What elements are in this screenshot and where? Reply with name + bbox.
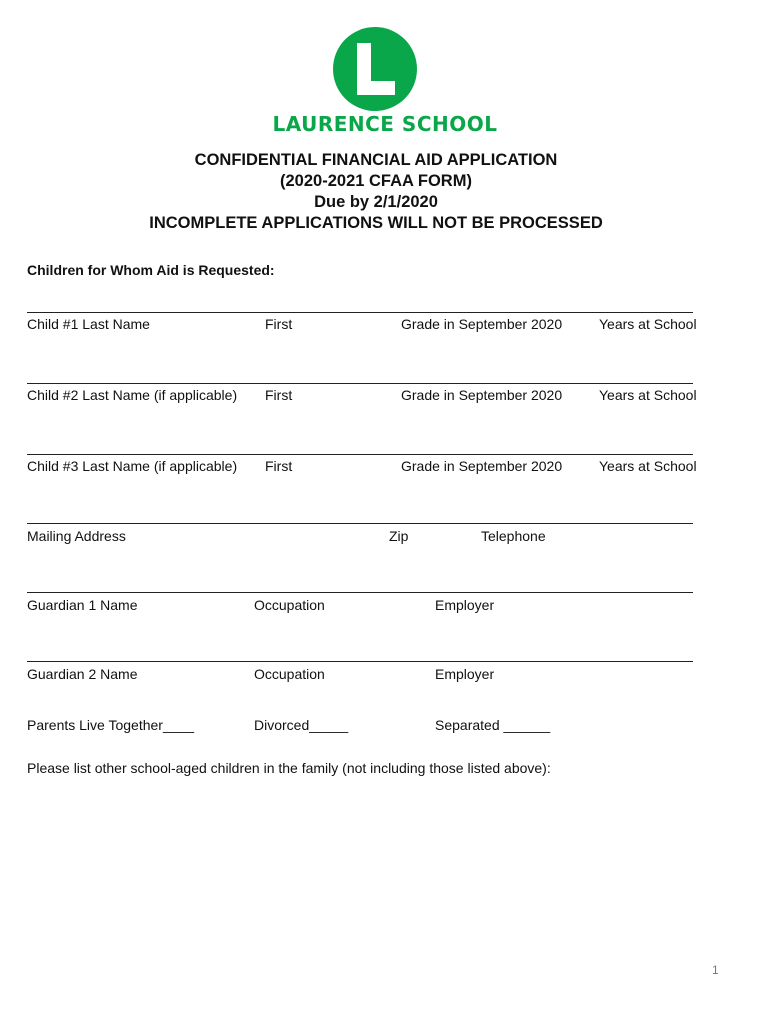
guardian2-name-label: Guardian 2 Name (27, 666, 138, 682)
school-name: LAURENCE SCHOOL (272, 112, 498, 136)
section-title: Children for Whom Aid is Requested: (27, 262, 275, 278)
page-number: 1 (712, 963, 719, 977)
separated-field[interactable]: Separated ______ (435, 717, 551, 733)
child1-first-label: First (265, 316, 293, 332)
child1-grade-label: Grade in September 2020 (401, 316, 563, 332)
child1-years-label: Years at School (599, 316, 697, 332)
divorced-field[interactable]: Divorced_____ (254, 717, 349, 733)
due-date: Due by 2/1/2020 (314, 193, 438, 211)
zip-label: Zip (389, 528, 409, 544)
parents-together-field[interactable]: Parents Live Together____ (27, 717, 195, 733)
incomplete-warning: INCOMPLETE APPLICATIONS WILL NOT BE PROCESSED (149, 214, 603, 232)
school-logo-icon (333, 27, 417, 111)
form-subtitle: (2020-2021 CFAA FORM) (280, 172, 472, 190)
child3-years-label: Years at School (599, 458, 697, 474)
child3-last-name-label: Child #3 Last Name (if applicable) (27, 458, 238, 474)
child2-entry-line[interactable] (27, 383, 693, 384)
guardian2-occupation-label: Occupation (254, 666, 325, 682)
child2-years-label: Years at School (599, 387, 697, 403)
other-children-prompt: Please list other school-aged children in the family (not including those listed above): (27, 760, 551, 776)
guardian1-entry-line[interactable] (27, 592, 693, 593)
child3-grade-label: Grade in September 2020 (401, 458, 563, 474)
child1-last-name-label: Child #1 Last Name (27, 316, 150, 332)
address-entry-line[interactable] (27, 523, 693, 524)
child3-first-label: First (265, 458, 293, 474)
child2-last-name-label: Child #2 Last Name (if applicable) (27, 387, 238, 403)
telephone-label: Telephone (481, 528, 546, 544)
guardian2-employer-label: Employer (435, 666, 495, 682)
guardian2-entry-line[interactable] (27, 661, 693, 662)
guardian1-employer-label: Employer (435, 597, 495, 613)
child3-entry-line[interactable] (27, 454, 693, 455)
mailing-address-label: Mailing Address (27, 528, 126, 544)
form-title: CONFIDENTIAL FINANCIAL AID APPLICATION (194, 151, 558, 169)
child1-entry-line[interactable] (27, 312, 693, 313)
guardian1-occupation-label: Occupation (254, 597, 325, 613)
guardian1-name-label: Guardian 1 Name (27, 597, 138, 613)
child2-first-label: First (265, 387, 293, 403)
child2-grade-label: Grade in September 2020 (401, 387, 563, 403)
